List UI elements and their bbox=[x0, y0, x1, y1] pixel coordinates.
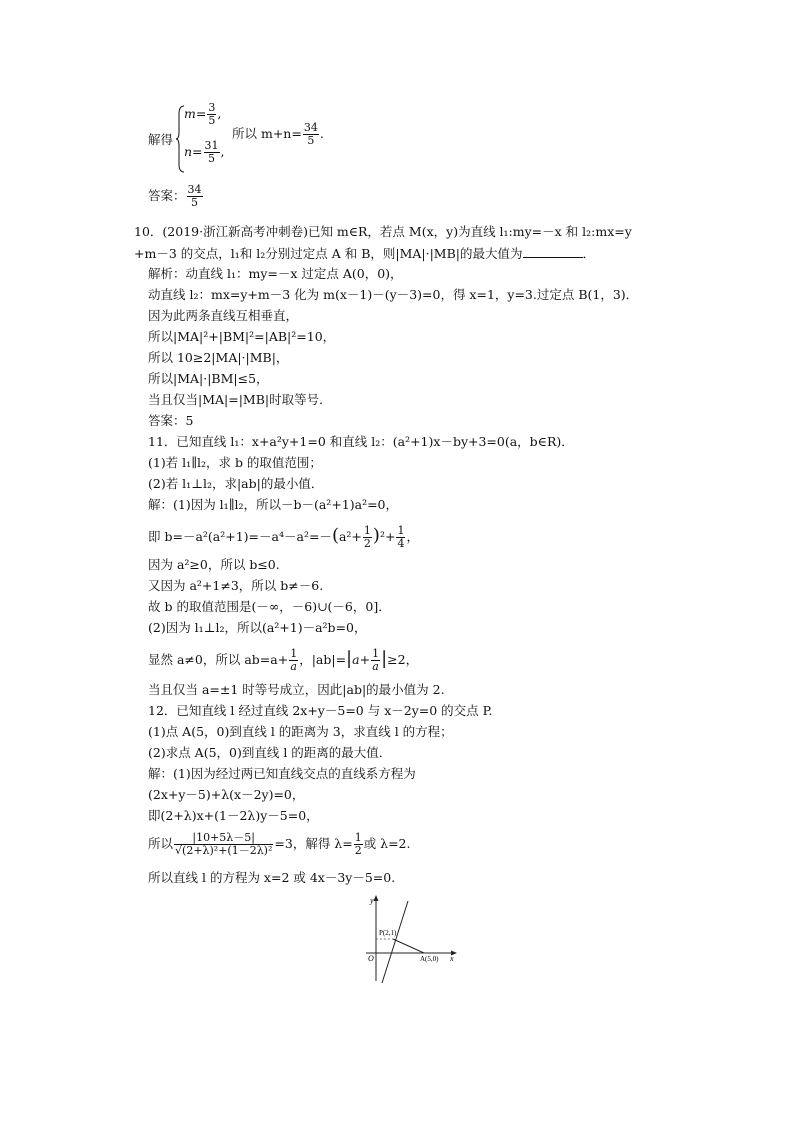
point-a-label: A(5,0) bbox=[420, 955, 439, 963]
q11-solution-line1: 解：(1)因为 l₁∥l₂，所以－b－(a²+1)a²=0， bbox=[148, 497, 399, 512]
q10-solution-line7: 当且仅当|MA|=|MB|时取等号． bbox=[148, 392, 332, 407]
q10-stem-line1: 10．(2019·浙江新高考冲刺卷)已知 m∈R，若点 M(x，y)为直线 l₁:my=－x 和 l₂:mx=y bbox=[134, 224, 632, 239]
point-p-label: P(2,1) bbox=[379, 929, 397, 937]
q11-stem: 11．已知直线 l₁：x+a²y+1=0 和直线 l₂：(a²+1)x－by+3=0(a，b∈R)． bbox=[148, 434, 574, 449]
q12-part2: (2)求点 A(5，0)到直线 l 的距离的最大值． bbox=[148, 745, 392, 760]
left-paren: ( bbox=[331, 525, 339, 546]
q10-stem-line2: +m－3 的交点，l₁和 l₂分别过定点 A 和 B，则|MA|·|MB|的最大值为 ． bbox=[134, 246, 596, 261]
q11-solution-line5: 故 b 的取值范围是(－∞，－6)∪(－6，0]． bbox=[148, 599, 391, 614]
line-l bbox=[382, 901, 408, 983]
figure-svg bbox=[362, 893, 462, 985]
abs-bar-right: | bbox=[381, 648, 388, 669]
q10-solution-line1: 解析：动直线 l₁：my=－x 过定点 A(0，0)， bbox=[148, 266, 403, 281]
m-equation: m= $\frac{3}{5}$ , bbox=[184, 101, 222, 127]
solve-label: 解得 bbox=[148, 132, 174, 147]
q10-solution-line5: 所以 10≥2|MA|·|MB|， bbox=[148, 350, 289, 365]
origin-label: O bbox=[368, 954, 374, 963]
q11-part1: (1)若 l₁∥l₂，求 b 的取值范围； bbox=[148, 455, 322, 470]
sum-equation: 所以 m+n= $\frac{34}{5}$ . bbox=[232, 121, 324, 147]
q10-solution-line2: 动直线 l₂：mx=y+m－3 化为 m(x－1)－(y－3)=0，得 x=1，y=3.过定点 B(1，3)． bbox=[148, 287, 639, 302]
q12-part1: (1)点 A(5，0)到直线 l 的距离为 3，求直线 l 的方程； bbox=[148, 724, 453, 739]
q12-stem: 12．已知直线 l 经过直线 2x+y－5=0 与 x－2y=0 的交点 P. bbox=[148, 703, 493, 718]
q10-solution-line3: 因为此两条直线互相垂直， bbox=[148, 308, 299, 323]
m-fraction: $\frac{3}{5}$ bbox=[208, 101, 216, 127]
answer-9-fraction: $\frac{34}{5}$ bbox=[187, 183, 202, 209]
q12-solution-line2: (2x+y－5)+λ(x－2y)=0， bbox=[148, 787, 305, 802]
answer-9: 答案： $\frac{34}{5}$ bbox=[148, 183, 202, 209]
half-fraction: $\frac{1}{2}$ bbox=[363, 524, 371, 550]
sum-fraction: $\frac{34}{5}$ bbox=[303, 121, 318, 147]
q12-solution-line4: 所以 $\frac{|10+5\lambda-5|}{\text{√(2+λ)²+(1－2λ)²}}$ =3，解得 λ= $\frac{1}{2}$ 或 λ=2. bbox=[148, 831, 411, 857]
coordinate-figure bbox=[362, 893, 462, 985]
q10-solution-line6: 所以|MA|·|BM|≤5， bbox=[148, 371, 269, 386]
solve-system-block bbox=[148, 100, 348, 180]
q11-solution-line7: 显然 a≠0，所以 ab=a+ $\frac{1}{a}$ ，|ab|=|a+ $\frac{1}{a}$ |≥2， bbox=[148, 647, 419, 673]
y-axis-label: y bbox=[370, 896, 374, 905]
n-equation: n= $\frac{31}{5}$ , bbox=[184, 139, 225, 165]
q11-solution-line4: 又因为 a²+1≠3，所以 b≠－6. bbox=[148, 578, 324, 593]
q11-part2: (2)若 l₁⊥l₂，求|ab|的最小值． bbox=[148, 476, 324, 491]
answer-blank bbox=[523, 245, 583, 258]
x-axis-label: x bbox=[450, 954, 454, 963]
right-paren: ) bbox=[372, 525, 380, 546]
q10-solution-line4: 所以|MA|²+|BM|²=|AB|²=10， bbox=[148, 329, 336, 344]
q11-solution-line3: 因为 a²≥0，所以 b≤0. bbox=[148, 557, 280, 572]
q12-solution-line3: 即(2+λ)x+(1－2λ)y－5=0， bbox=[148, 808, 319, 823]
q12-solution-line5: 所以直线 l 的方程为 x=2 或 4x－3y－5=0. bbox=[148, 870, 396, 885]
distance-fraction: $\frac{|10+5\lambda-5|}{\text{√(2+λ)²+(1－2λ)²}}$ bbox=[175, 831, 273, 857]
reciprocal-fraction-abs: $\frac{1}{a}$ bbox=[372, 647, 380, 673]
reciprocal-fraction: $\frac{1}{a}$ bbox=[290, 647, 298, 673]
q10-answer: 答案：5 bbox=[148, 413, 194, 428]
q11-solution-line2: 即 b=－a²(a²+1)=－a⁴－a²=－(a²+ $\frac{1}{2}$ )²+ $\frac{1}{4}$ ， bbox=[148, 524, 419, 550]
q11-solution-line6: (2)因为 l₁⊥l₂，所以(a²+1)－a²b=0， bbox=[148, 620, 367, 635]
n-fraction: $\frac{31}{5}$ bbox=[204, 139, 219, 165]
q12-solution-line1: 解：(1)因为经过两已知直线交点的直线系方程为 bbox=[148, 766, 416, 781]
y-axis-arrow bbox=[374, 895, 379, 901]
lambda-fraction: $\frac{1}{2}$ bbox=[354, 831, 362, 857]
abs-bar-left: | bbox=[346, 648, 353, 669]
segment-pa bbox=[393, 939, 424, 953]
q11-solution-line8: 当且仅当 a=±1 时等号成立，因此|ab|的最小值为 2. bbox=[148, 682, 445, 697]
quarter-fraction: $\frac{1}{4}$ bbox=[397, 524, 405, 550]
